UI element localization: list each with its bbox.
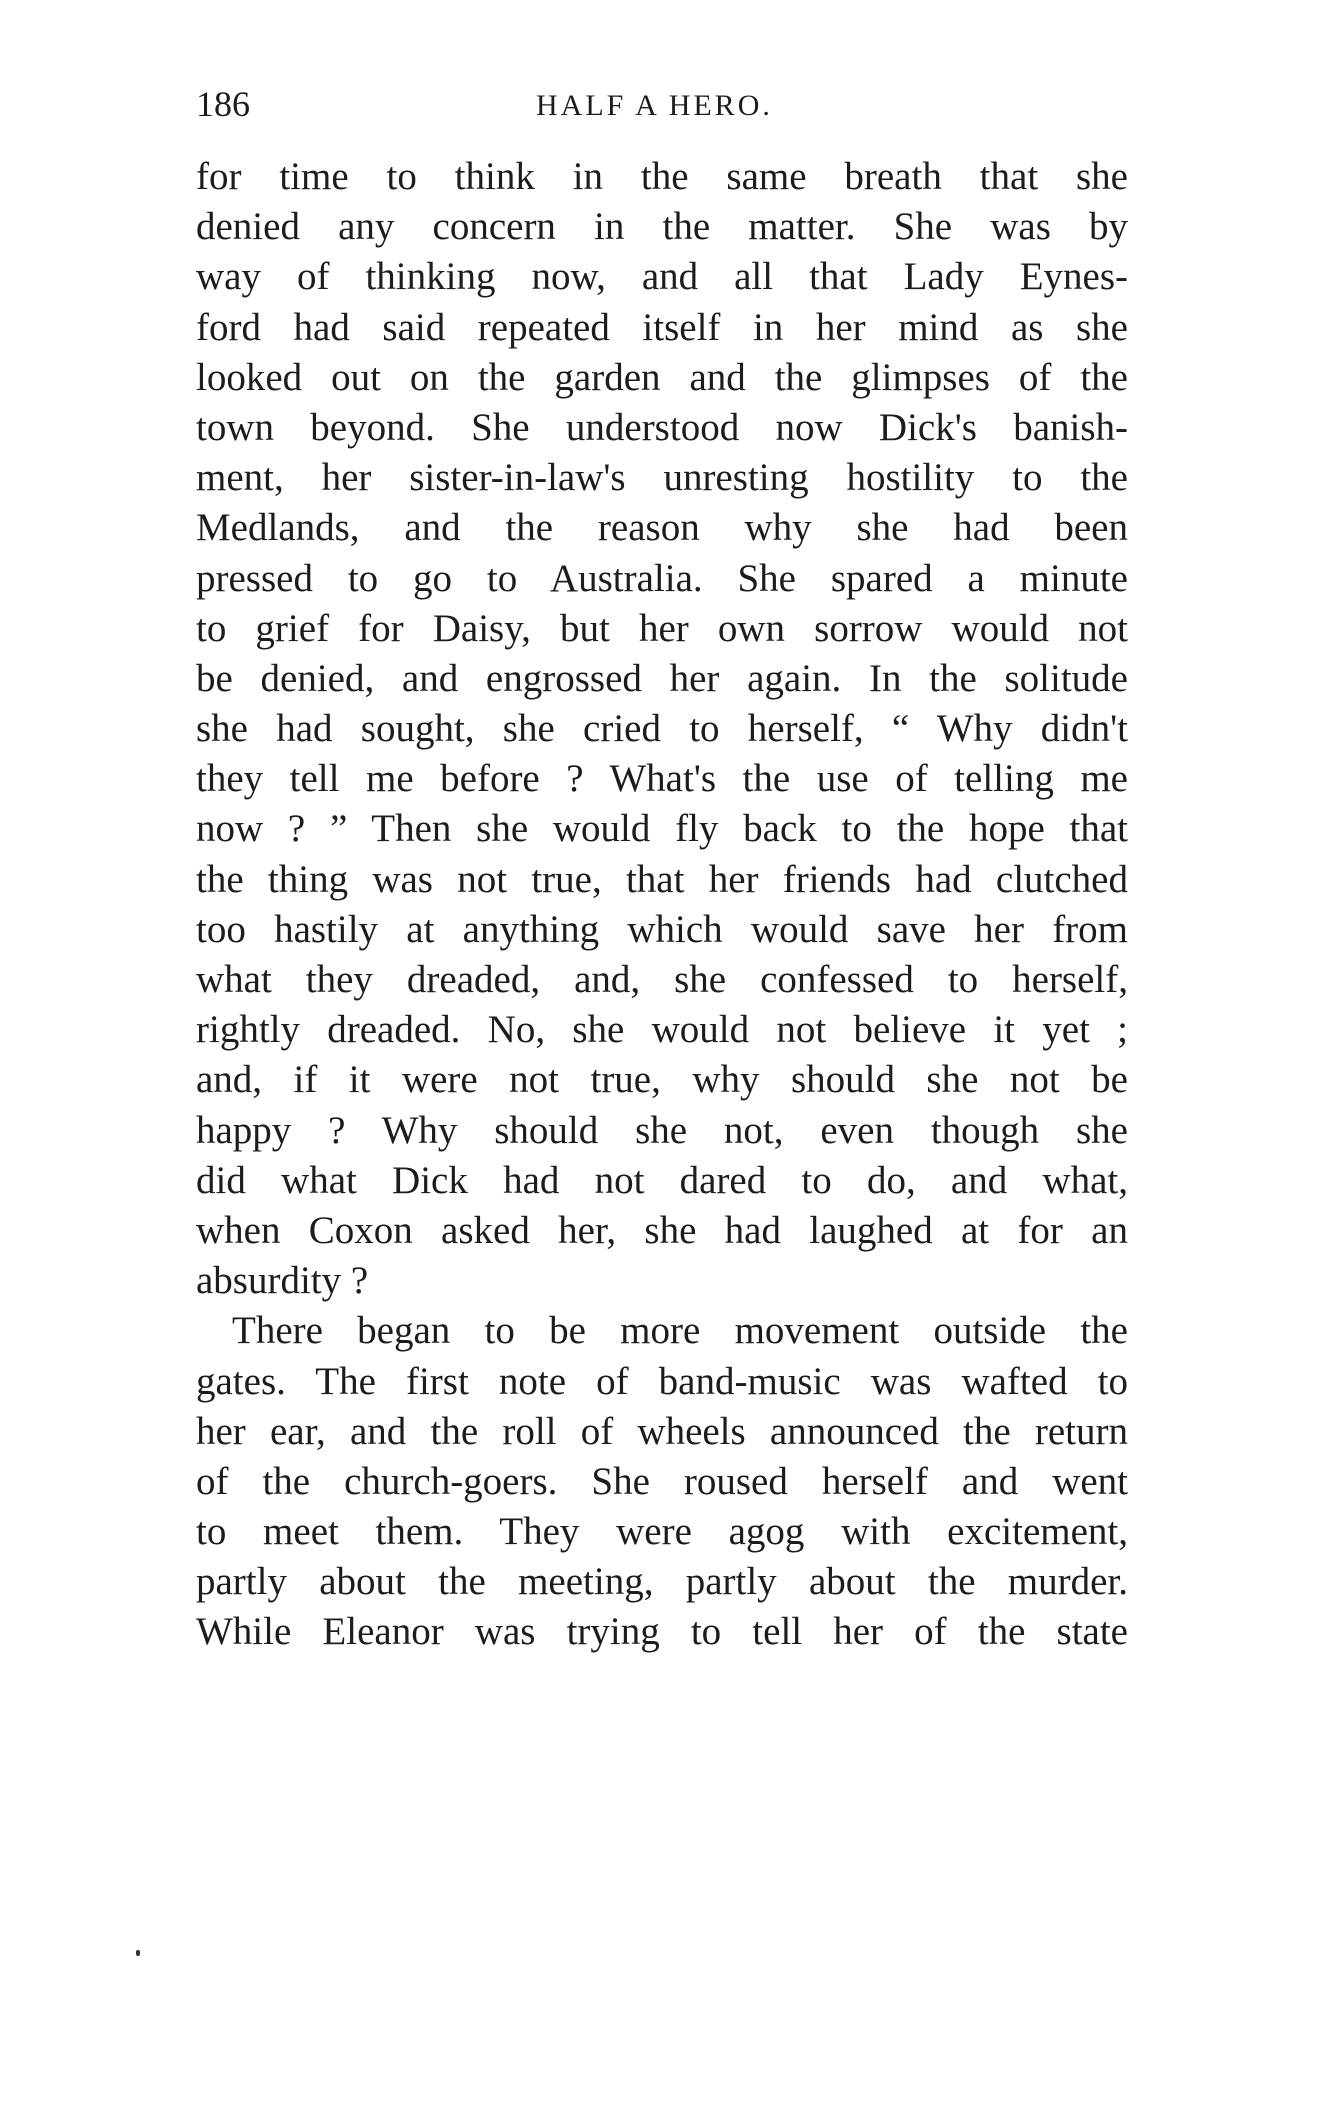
text-line: her ear, and the roll of wheels announced the return — [196, 1409, 1128, 1453]
text-line: town beyond. She understood now Dick's banish- — [196, 405, 1128, 449]
text-line: looked out on the garden and the glimpses of the — [196, 355, 1128, 399]
text-line: what they dreaded, and, she confessed to herself, — [196, 958, 1128, 1001]
text-line: happy ? Why should she not, even though she — [196, 1108, 1128, 1152]
text-line: way of thinking now, and all that Lady Eynes- — [196, 255, 1128, 299]
text-line: when Coxon asked her, she had laughed at for an — [196, 1208, 1128, 1252]
text-line: for time to think in the same breath that she — [196, 155, 1128, 198]
text-line: did what Dick had not dared to do, and what, — [196, 1158, 1128, 1202]
text-line: While Eleanor was trying to tell her of the state — [196, 1610, 1128, 1654]
text-line: rightly dreaded. No, she would not believe it yet ; — [196, 1008, 1128, 1052]
text-line: denied any concern in the matter. She was by — [196, 205, 1128, 249]
print-speck — [136, 1950, 140, 1956]
text-line: to meet them. They were agog with excitement, — [196, 1510, 1128, 1554]
text-line: they tell me before ? What's the use of telling me — [196, 757, 1128, 801]
text-line: Medlands, and the reason why she had been — [196, 506, 1128, 550]
text-line: too hastily at anything which would save her from — [196, 907, 1128, 951]
text-line: gates. The first note of band-music was wafted to — [196, 1359, 1128, 1403]
text-line: be denied, and engrossed her again. In the solitude — [196, 656, 1128, 700]
body-text — [196, 152, 1128, 1658]
text-line: of the church-goers. She roused herself and went — [196, 1459, 1128, 1503]
paragraph-start-line: There began to be more movement outside the — [232, 1309, 1128, 1353]
running-head — [196, 82, 1126, 126]
paragraph-end-line: absurdity ? — [196, 1259, 369, 1303]
page-number: 186 — [196, 84, 250, 124]
text-line: she had sought, she cried to herself, “ Why didn't — [196, 707, 1128, 751]
text-line: the thing was not true, that her friends had clutched — [196, 857, 1128, 901]
text-line: partly about the meeting, partly about the murder. — [196, 1560, 1128, 1604]
text-line: now ? ” Then she would fly back to the hope that — [196, 807, 1128, 851]
text-line: pressed to go to Australia. She spared a minute — [196, 556, 1128, 600]
text-line: ford had said repeated itself in her mind as she — [196, 305, 1128, 349]
running-title: HALF A HERO. — [536, 89, 773, 122]
text-line: ment, her sister-in-law's unresting hostility to the — [196, 456, 1128, 500]
text-line: and, if it were not true, why should she not be — [196, 1058, 1128, 1102]
text-line: to grief for Daisy, but her own sorrow would not — [196, 606, 1128, 650]
